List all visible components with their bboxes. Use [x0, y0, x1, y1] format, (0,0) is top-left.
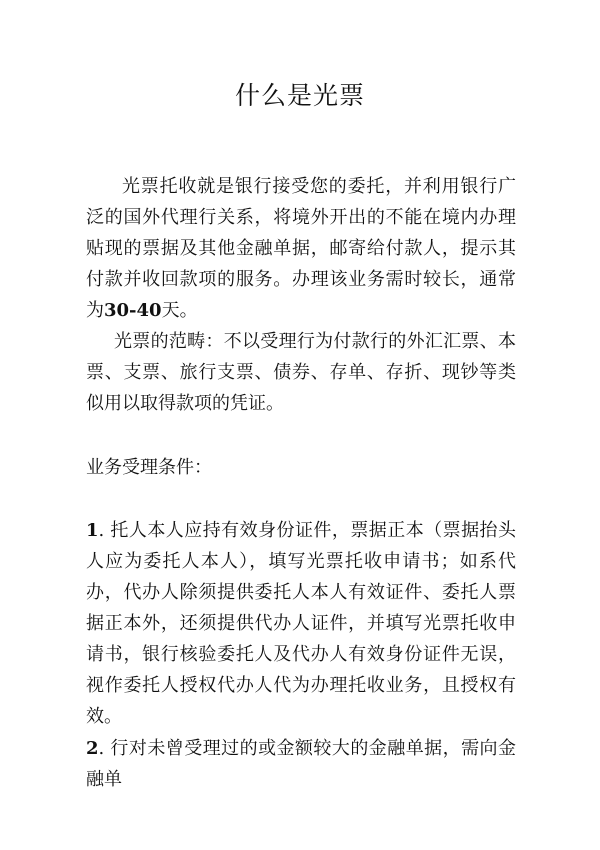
condition-item-2 [86, 733, 516, 795]
intro-duration: 30-40 [104, 300, 162, 321]
condition-number: 2 [86, 738, 99, 759]
condition-item-1 [86, 515, 516, 732]
condition-text: . 托人本人应持有效身份证件，票据正本（票据抬头人应为委托人本人），填写光票托收申请书；如系代办，代办人除须提供委托人本人有效证件、委托人票据正本外，还须提供代办人证件，并填写光票托收申请书，银行核验委托人及代办人有效身份证件无误，视作委托人授权代办人代为办理托收业务，且授权有效。 [86, 520, 516, 727]
intro-suffix: 天。 [161, 300, 198, 321]
condition-text: . 行对未曾受理过的或金额较大的金融单据，需向金融单 [86, 738, 516, 790]
intro-text: 光票托收就是银行接受您的委托，并利用银行广泛的国外代理行关系，将境外开出的不能在境内办理贴现的票据及其他金融单据，邮寄给付款人，提示其付款并收回款项的服务。办理该业务需时较长，通常为 [86, 176, 516, 321]
scope-paragraph: 光票的范畴：不以受理行为付款行的外汇汇票、本票、支票、旅行支票、债券、存单、存折、现钞等类似用以取得款项的凭证。 [86, 331, 516, 414]
intro-paragraph [86, 171, 516, 326]
conditions-heading: 业务受理条件： [86, 457, 212, 478]
condition-number: 1 [86, 520, 99, 541]
page-title: 什么是光票 [234, 81, 365, 110]
